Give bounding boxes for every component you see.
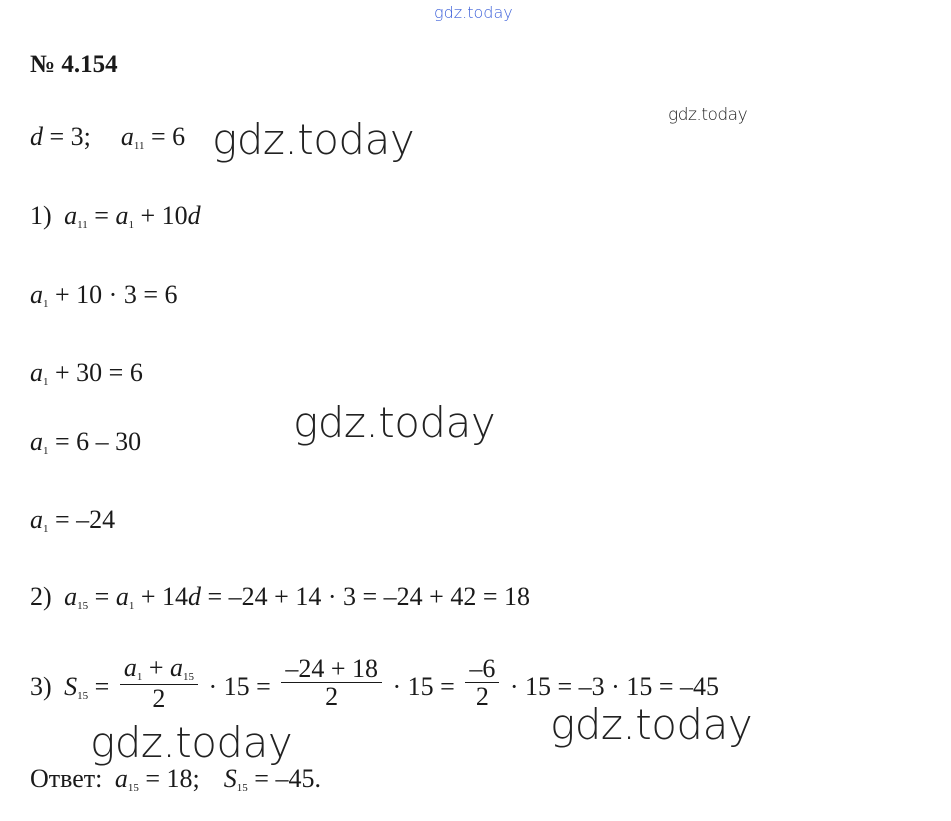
var-a: a	[30, 427, 43, 456]
var-a: a	[64, 582, 78, 611]
var-a: a	[64, 201, 78, 230]
var-d: d	[30, 122, 43, 151]
var-s: S	[64, 671, 78, 701]
step1-line4	[30, 429, 141, 457]
expression: + 10	[133, 201, 188, 230]
denominator: 2	[475, 682, 489, 712]
expression: · 15 =	[208, 671, 278, 701]
plus: +	[142, 653, 171, 682]
d-value: = 3;	[43, 122, 91, 151]
equals: =	[88, 582, 116, 611]
expression: + 10 · 3 = 6	[48, 280, 178, 309]
expression: = –24 + 14 · 3 = –24 + 42 = 18	[201, 582, 530, 611]
subscript: 15	[77, 600, 89, 612]
var-a: a	[30, 358, 43, 387]
var-d: d	[188, 582, 202, 611]
expression: + 30 = 6	[48, 358, 143, 387]
subscript: 11	[77, 219, 88, 231]
var-a: a	[170, 653, 184, 682]
answer-a15: = 18;	[138, 764, 200, 793]
watermark-upper: gdz.today	[212, 115, 415, 164]
var-a: a	[115, 201, 129, 230]
var-a: a	[115, 582, 129, 611]
denominator: 2	[325, 682, 339, 712]
problem-title: № 4.154	[30, 51, 118, 78]
fraction-formula	[120, 654, 198, 712]
step-label: 1)	[30, 201, 52, 230]
subscript: 1	[43, 523, 49, 535]
answer-s15: = –45.	[247, 764, 321, 793]
answer-line	[30, 766, 321, 794]
numerator: –24 + 18	[285, 654, 379, 684]
watermark-lower-left: gdz.today	[90, 718, 293, 767]
subscript: 1	[128, 219, 134, 231]
subscript: 11	[133, 140, 145, 152]
step1-line5	[30, 507, 115, 535]
given-line	[30, 124, 185, 152]
subscript: 1	[43, 376, 49, 388]
step1-line1	[30, 203, 201, 231]
expression: · 15 = –3 · 15 = –45	[509, 671, 719, 701]
var-a: a	[123, 653, 137, 682]
step2-line	[30, 584, 530, 612]
subscript: 1	[43, 445, 49, 457]
step-label: 3)	[30, 671, 52, 701]
subscript: 1	[136, 671, 143, 683]
step-label: 2)	[30, 582, 52, 611]
var-s: S	[223, 764, 237, 793]
denominator: 2	[152, 683, 166, 713]
step3-line	[30, 653, 719, 718]
subscript: 1	[128, 600, 135, 612]
expression: + 14	[134, 582, 189, 611]
watermark-top: gdz.today	[434, 3, 513, 22]
var-a: a	[30, 505, 43, 534]
subscript: 15	[236, 782, 248, 794]
watermark-right: gdz.today	[668, 105, 748, 125]
numerator: –6	[469, 654, 496, 684]
subscript: 15	[127, 782, 139, 794]
equals: =	[88, 671, 116, 701]
watermark-lower-right: gdz.today	[550, 700, 753, 749]
equals: =	[87, 201, 116, 230]
expression: · 15 =	[392, 671, 462, 701]
subscript: 15	[77, 689, 89, 702]
a11-value: = 6	[144, 122, 186, 151]
fraction-simplified	[465, 655, 499, 711]
watermark-middle: gdz.today	[293, 398, 496, 447]
var-a: a	[30, 280, 43, 309]
answer-label: Ответ:	[30, 764, 103, 793]
var-a: a	[114, 764, 128, 793]
subscript: 15	[183, 671, 195, 683]
step1-line3	[30, 360, 143, 388]
subscript: 1	[43, 298, 49, 310]
step1-line2	[30, 282, 177, 310]
var-d: d	[187, 201, 201, 230]
fraction-sum	[281, 655, 382, 711]
expression: = 6 – 30	[48, 427, 142, 456]
var-a: a	[120, 122, 134, 151]
expression: = –24	[48, 505, 116, 534]
